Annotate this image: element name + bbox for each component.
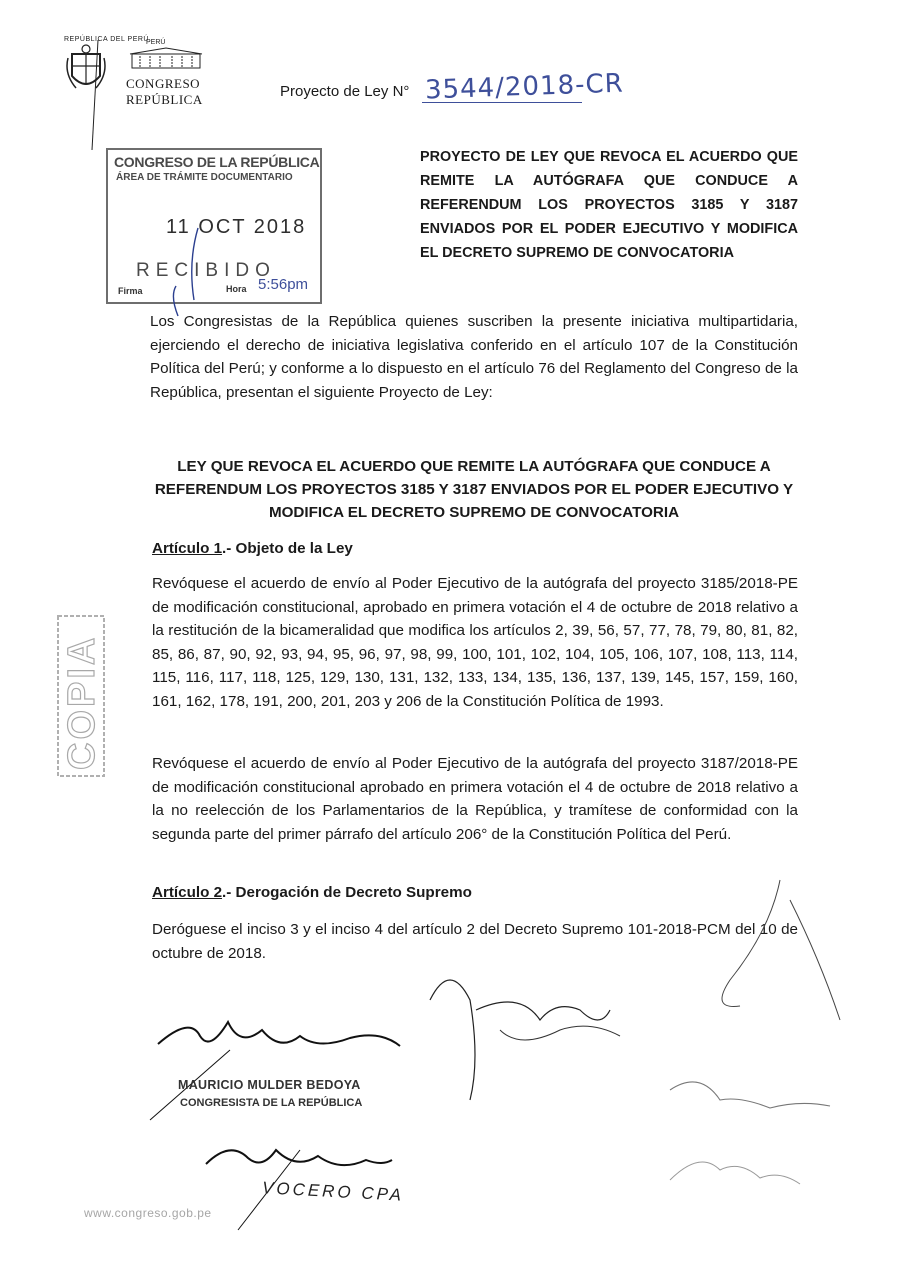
footer-website: www.congreso.gob.pe	[84, 1206, 212, 1220]
article-1-heading-text: .- Objeto de la Ley	[222, 540, 353, 557]
sixth-signature	[670, 1162, 800, 1184]
stamp-date: 11 OCT 2018	[166, 216, 307, 238]
bill-number: 3544/2018-CR	[424, 68, 625, 106]
stamp-signature-stroke	[173, 228, 198, 316]
bill-label: Proyecto de Ley N°	[280, 83, 410, 100]
article-1-label: Artículo 1	[152, 540, 223, 557]
stamp-received: RECIBIDO	[136, 260, 276, 281]
fourth-signature	[670, 1082, 830, 1108]
building-caption: PERÚ	[146, 39, 166, 46]
stamp-firma-label: Firma	[118, 286, 143, 296]
fifth-signature	[722, 880, 840, 1020]
header-signature-stroke	[92, 40, 98, 150]
document-title: PROYECTO DE LEY QUE REVOCA EL ACUERDO QUE REMITE LA AUTÓGRAFA QUE CONDUCE A REFERENDUM LOS PROYECTOS 3185 Y 3187 ENVIADOS POR EL PODER EJECUTIVO Y MODIFICA EL DECRETO SUPREMO DE CONVOCATORIA	[420, 149, 798, 261]
org-name-line1: CONGRESO	[126, 76, 201, 91]
article-1-paragraph-2: Revóquese el acuerdo de envío al Poder Ejecutivo de la autógrafa del proyecto 3187/2018-PE de modificación constitucional aprobado en primera votación el 4 de octubre de 2018 relativo a la no reelección de los Parlamentarios de la República, y tramítese de conformidad con la segunda parte del primer párrafo del artículo 206° de la Constitución Política del Perú.	[152, 755, 798, 843]
signatory-role: CONGRESISTA DE LA REPÚBLICA	[180, 1097, 363, 1109]
article-2-heading-text: .- Derogación de Decreto Supremo	[222, 884, 472, 901]
intro-paragraph: Los Congresistas de la República quienes suscriben la presente iniciativa multipartidaria, ejerciendo el derecho de iniciativa legislativa conferido en el artículo 107 de la Constitución Política del Perú; y conforme a lo dispuesto en el artículo 76 del Reglamento del Congreso de la República, presentan el siguiente Proyecto de Ley:	[150, 313, 798, 401]
article-1-paragraph-1: Revóquese el acuerdo de envío al Poder Ejecutivo de la autógrafa del proyecto 3185/2018-PE de modificación constitucional, aprobado en primera votación el 4 de octubre de 2018 relativo a la restitución de la bicameralidad que modifica los artículos 2, 39, 56, 57, 77, 78, 79, 80, 81, 82, 85, 86, 87, 90, 92, 93, 94, 95, 96, 97, 98, 99, 100, 101, 102, 104, 105, 106, 107, 108, 113, 114, 115, 116, 117, 118, 125, 129, 130, 131, 132, 133, 134, 135, 136, 137, 139, 145, 157, 159, 160, 161, 162, 178, 191, 200, 201, 203 y 206 de la Constitución Política de 1993.	[152, 575, 798, 710]
stamp-hora-label: Hora	[226, 284, 247, 294]
coat-of-arms-caption: REPÚBLICA DEL PERÚ	[64, 36, 149, 43]
copia-text: COPIA	[61, 634, 103, 770]
signatory-name: MAURICIO MULDER BEDOYA	[178, 1078, 361, 1092]
org-name-line2: REPÚBLICA	[126, 92, 203, 107]
mulder-signature-2	[206, 1150, 392, 1165]
article-2-paragraph: Deróguese el inciso 3 y el inciso 4 del artículo 2 del Decreto Supremo 101-2018-PCM del 10 de octubre de 2018.	[152, 921, 798, 962]
stamp-hora-value: 5:56pm	[258, 276, 309, 293]
article-2-label: Artículo 2	[152, 884, 223, 901]
stamp-area: ÁREA DE TRÁMITE DOCUMENTARIO	[116, 172, 293, 183]
mulder-signature-1	[158, 1022, 400, 1046]
third-signature	[500, 1026, 620, 1040]
handwritten-note: VOCERO CPA	[261, 1178, 405, 1205]
law-title: LEY QUE REVOCA EL ACUERDO QUE REMITE LA AUTÓGRAFA QUE CONDUCE A REFERENDUM LOS PROYECTOS 3185 Y 3187 ENVIADOS POR EL PODER EJECUTIVO Y MODIFICA EL DECRETO SUPREMO DE CONVOCATORIA	[154, 458, 794, 521]
stamp-org: CONGRESO DE LA REPÚBLICA	[114, 154, 320, 170]
